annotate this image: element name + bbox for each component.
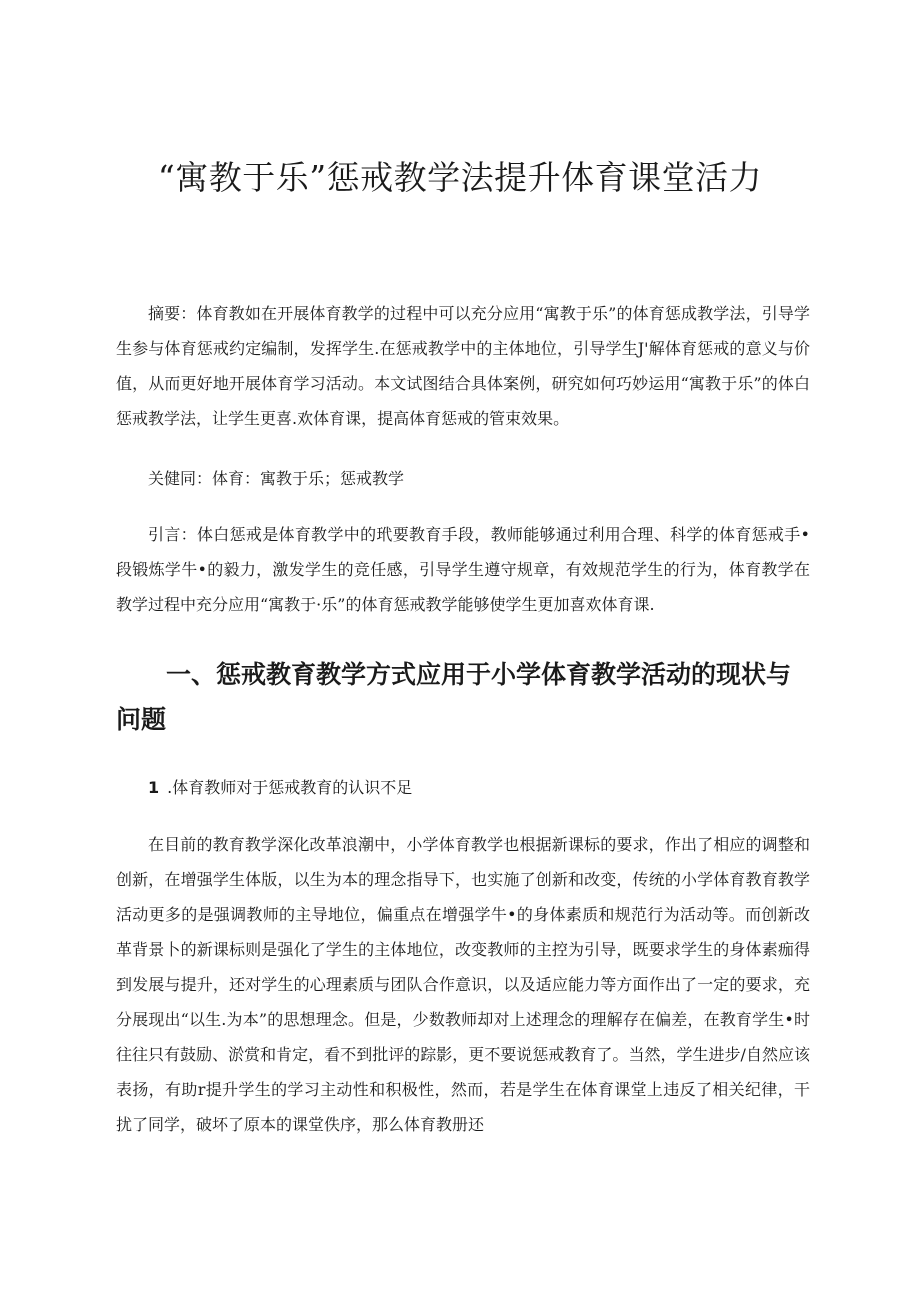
abstract-paragraph: 摘要：体育教如在开展体育教学的过程中可以充分应用“寓教于乐”的体育惩成教学法，引导学生参与体育惩戒约定编制，发挥学生.在惩戒教学中的主体地位，引导学生J'解体育惩戒的意义与价值，从而更好地开展体育学习活动。本文试图结合具体案例，研究如何巧妙运用“寓教于乐”的体白惩戒教学法，让学生更喜.欢体育课，提高体育惩戒的管束效果。 xyxy=(116,304,810,428)
section-heading: 一、惩戒教育教学方式应用于小学体育教学活动的现状与问题 xyxy=(116,660,792,734)
subsection-heading xyxy=(148,770,412,805)
keywords-line: 关健同：体育：寓教于乐；惩戒教学 xyxy=(148,469,405,488)
body-paragraph: 在目前的教育教学深化改革浪潮中，小学体育教学也根据新课标的要求，作出了相应的调整和创新，在增强学生体版，以生为本的理念指导下，也实施了创新和改变，传统的小学体育教育教学活动更多的是强调教师的主导地位，偏重点在增强学牛•的身体素质和规范行为活动等。而创新改革背景卜的新课标则是强化了学生的主体地位，改变教师的主控为引导，既要求学生的身体素痂得到发展与提升，还对学生的心理素质与团队合作意识，以及适应能力等方面作出了一定的要求，充分展现出“以生.为本”的思想理念。但是，少数教师却对上述理念的理解存在偏差，在教育学生•时往往只有鼓励、淤赏和肯定，看不到批评的踪影，更不要说惩戒教育了。当然，学生进步/自然应该表扬，有助r提升学生的学习主动性和积极性，然而，若是学生在体育课堂上违反了相关纪律，干扰了同学，破坏了原本的课堂佚序，那么体育教册还 xyxy=(116,835,810,1134)
intro-paragraph: 引言：体白惩戒是体育教学中的玳要教育手段，教师能够通过利用合理、科学的体育惩戒手•段锻炼学牛•的毅力，激发学生的竞任感，引导学生遵守规章，有效规范学生的行为，体育教学在教学过程中充分应用“寓教于·乐”的体育惩戒教学能够使学生更加喜欢体育课. xyxy=(116,525,810,614)
subsection-title: .体育教师对于惩戒教育的认识不足 xyxy=(167,778,413,797)
document-title: “寓教于乐”惩戒教学法提升体育课堂活力 xyxy=(157,158,763,197)
subsection-number: 1 xyxy=(148,778,160,797)
